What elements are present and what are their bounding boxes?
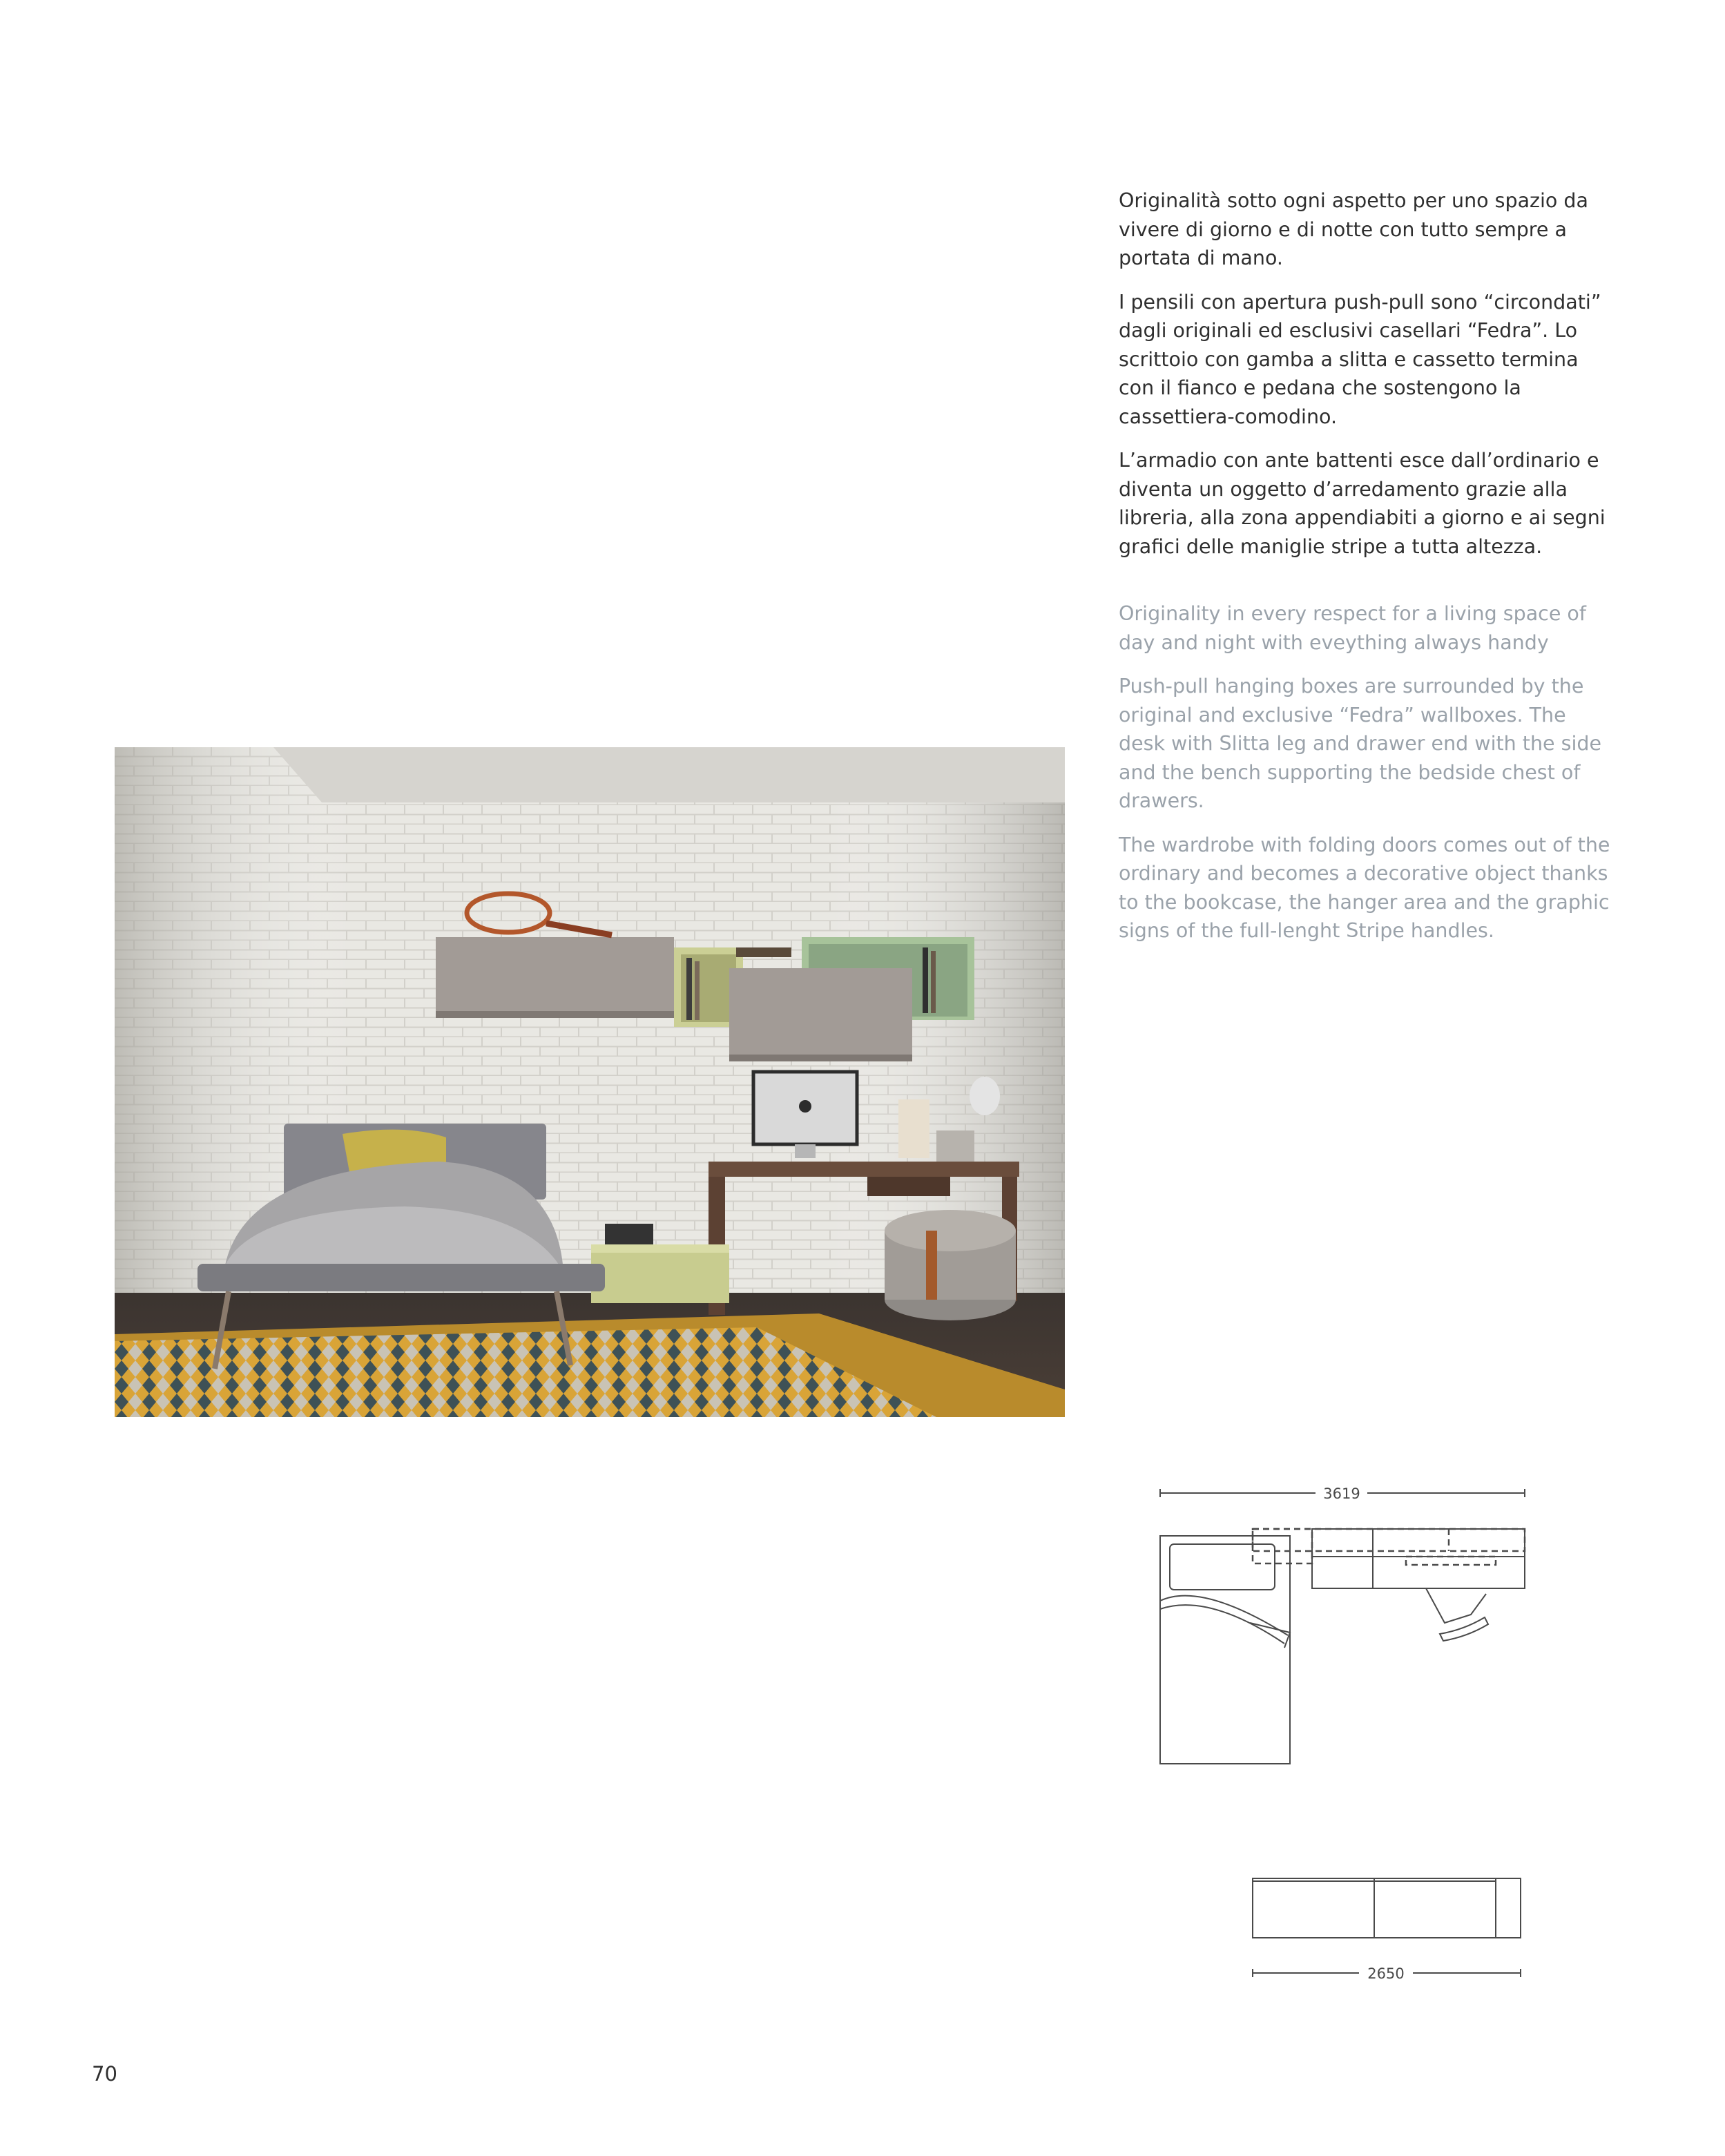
bedroom-photo bbox=[115, 747, 1065, 1417]
top-view-plan bbox=[1146, 1471, 1533, 1775]
english-paragraph-1: Originality in every respect for a living space of day and night with eveything always handy bbox=[1119, 602, 1586, 654]
top-width-label: 3619 bbox=[1323, 1485, 1360, 1502]
page-number: 70 bbox=[92, 2062, 117, 2086]
front-width-label: 2650 bbox=[1367, 1965, 1405, 1982]
italian-paragraph-3: L’armadio con ante battenti esce dall’ordinario e diventa un oggetto d’arredamento grazie alla libreria, alla zona appendiabiti a giorno e ai segni grafici delle maniglie stripe a tutta altezza. bbox=[1119, 449, 1606, 558]
text-column bbox=[1119, 186, 1616, 961]
bedroom-illustration bbox=[115, 747, 1065, 1417]
italian-text bbox=[1119, 186, 1616, 561]
italian-paragraph-2: I pensili con apertura push-pull sono “circondati” dagli originali ed esclusivi casellari “Fedra”. Lo scrittoio con gamba a slitta e cassetto termina con il fianco e pedana che sostengono la cassettiera-comodino. bbox=[1119, 290, 1601, 428]
front-elevation-plan bbox=[1236, 1865, 1540, 1989]
english-text bbox=[1119, 599, 1616, 945]
english-paragraph-3: The wardrobe with folding doors comes out of the ordinary and becomes a decorative object thanks to the bookcase, the hanger area and the graphic signs of the full-lenght Stripe handles. bbox=[1119, 833, 1610, 942]
front-elevation-drawing bbox=[1236, 1865, 1540, 1989]
english-paragraph-2: Push-pull hanging boxes are surrounded by the original and exclusive “Fedra” wallboxes. The desk with Slitta leg and drawer end with the side and the bench supporting the bedside chest of drawers. bbox=[1119, 675, 1602, 812]
top-view-drawing bbox=[1146, 1471, 1533, 1775]
italian-paragraph-1: Originalità sotto ogni aspetto per uno spazio da vivere di giorno e di notte con tutto sempre a portata di mano. bbox=[1119, 189, 1588, 269]
